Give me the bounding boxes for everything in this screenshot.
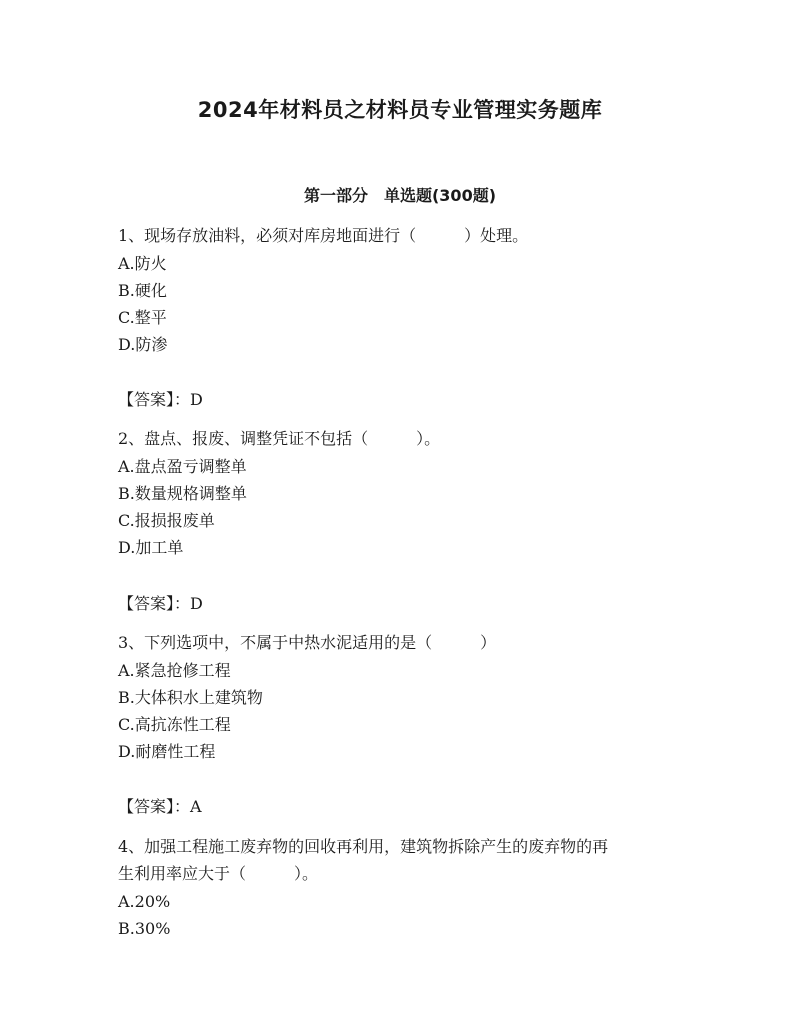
question-1-answer: 【答案】：D — [118, 390, 203, 409]
question-3-stem: 3、下列选项中，不属于中热水泥适用的是（ ） — [118, 633, 497, 652]
question-1-option-b: B.硬化 — [118, 281, 167, 300]
question-3-option-c: C.高抗冻性工程 — [118, 715, 231, 734]
question-1-option-c: C.整平 — [118, 308, 167, 327]
question-1-option-d: D.防渗 — [118, 335, 168, 354]
question-3-option-b: B.大体积水上建筑物 — [118, 688, 263, 707]
question-2-stem: 2、盘点、报废、调整凭证不包括（ ）。 — [118, 429, 441, 448]
question-2-answer: 【答案】：D — [118, 594, 203, 613]
question-3-option-a: A.紧急抢修工程 — [118, 661, 231, 680]
question-2-option-b: B.数量规格调整单 — [118, 484, 247, 503]
document-title: 2024年材料员之材料员专业管理实务题库 — [197, 98, 603, 122]
question-2-option-d: D.加工单 — [118, 538, 184, 557]
question-2-option-a: A.盘点盈亏调整单 — [118, 457, 247, 476]
question-1-stem: 1、现场存放油料，必须对库房地面进行（ ）处理。 — [118, 226, 529, 245]
question-4-stem-line-2: 生利用率应大于（ ）。 — [118, 864, 319, 883]
question-4-option-b: B.30% — [118, 919, 171, 938]
question-2-option-c: C.报损报废单 — [118, 511, 215, 530]
question-1-option-a: A.防火 — [118, 254, 167, 273]
question-4-option-a: A.20% — [118, 892, 171, 911]
question-3-answer: 【答案】：A — [118, 797, 202, 816]
section-title: 第一部分 单选题(300题) — [303, 186, 497, 205]
question-3-option-d: D.耐磨性工程 — [118, 742, 216, 761]
question-4-stem-line-1: 4、加强工程施工废弃物的回收再利用，建筑物拆除产生的废弃物的再 — [118, 837, 609, 856]
